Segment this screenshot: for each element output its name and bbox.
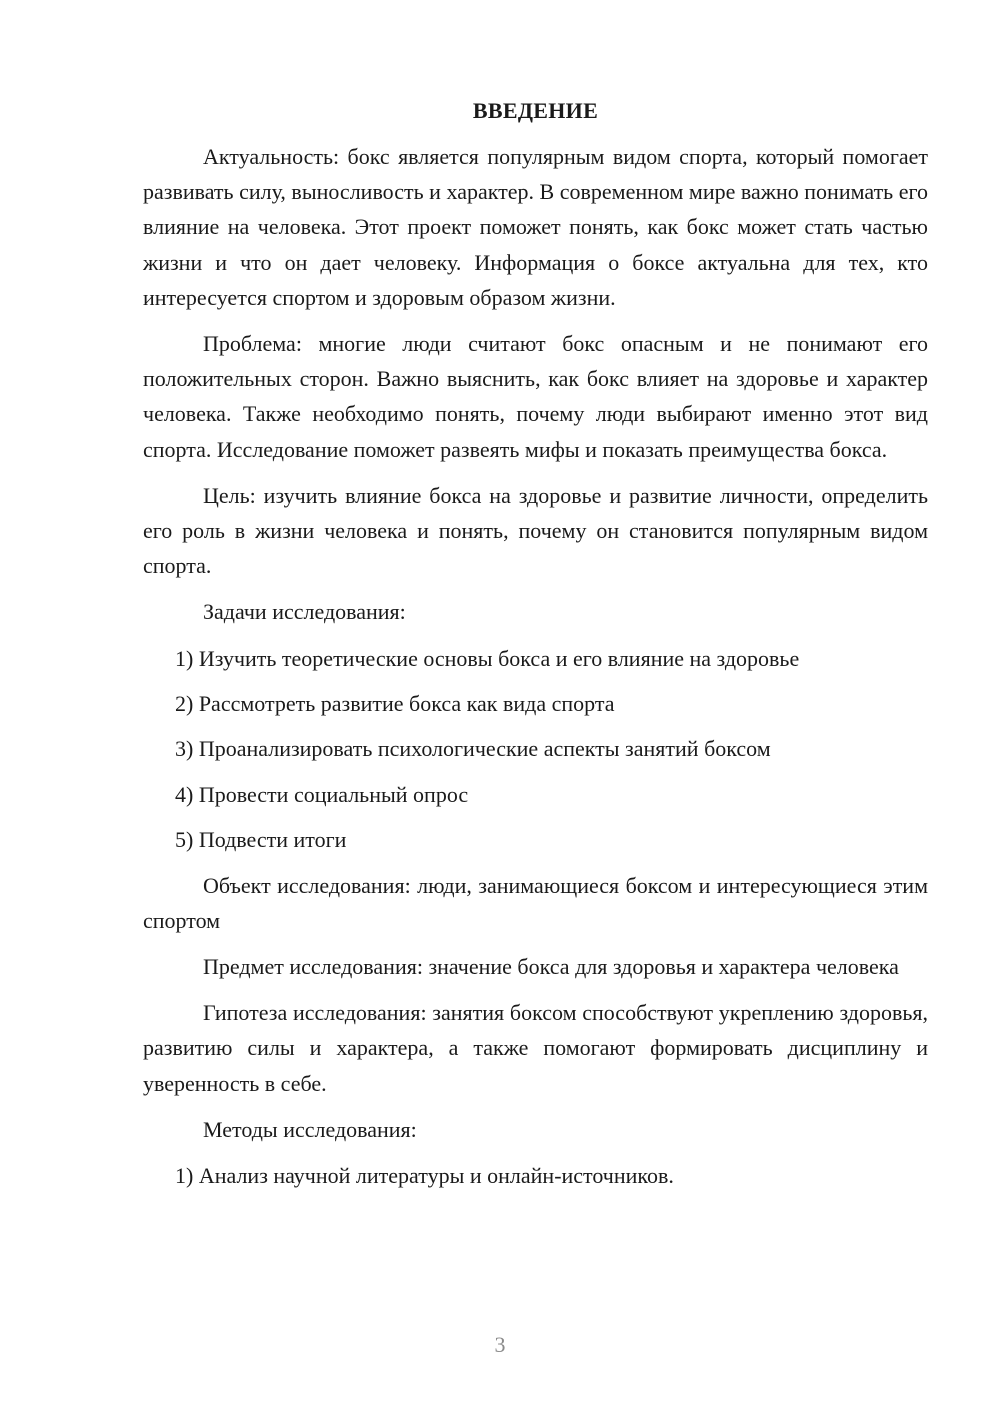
goal-paragraph: Цель: изучить влияние бокса на здоровье и развитие личности, определить его роль в жизни человека и понять, почему он становится популярным видом спорта. <box>143 482 928 579</box>
tasks-heading: Задачи исследования: <box>203 599 406 625</box>
page-title: ВВЕДЕНИЕ <box>472 98 599 123</box>
object-paragraph: Объект исследования: люди, занимающиеся боксом и интересующиеся этим спортом <box>143 872 928 933</box>
problem-paragraph: Проблема: многие люди считают бокс опасным и не понимают его положительных сторон. Важно выяснить, как бокс влияет на здоровье и характер человека. Также необходимо понять, почему люди выбирают именно этот вид спорта. Исследование поможет развеять мифы и показать преимущества бокса. <box>143 331 928 462</box>
document-page <box>143 95 928 1203</box>
methods-heading: Методы исследования: <box>203 1116 417 1142</box>
subject-paragraph: Предмет исследования: значение бокса для здоровья и характера человека <box>203 954 899 979</box>
list-item: 3) Проанализировать психологические аспекты занятий боксом <box>175 736 771 762</box>
relevance-paragraph: Актуальность: бокс является популярным видом спорта, который помогает развивать силу, выносливость и характер. В современном мире важно понимать его влияние на человека. Этот проект поможет понять, как бокс может стать частью жизни и что он дает человеку. Информация о боксе актуальна для тех, кто интересуется спортом и здоровым образом жизни. <box>143 144 928 310</box>
methods-list <box>143 1158 928 1193</box>
list-item: 1) Изучить теоретические основы бокса и его влияние на здоровье <box>175 645 800 671</box>
hypothesis-paragraph: Гипотеза исследования: занятия боксом способствуют укреплению здоровья, развитию силы и характера, а также помогают формировать дисциплину и уверенность в себе. <box>143 1000 928 1096</box>
list-item: 1) Анализ научной литературы и онлайн-источников. <box>175 1163 674 1189</box>
list-item: 2) Рассмотреть развитие бокса как вида спорта <box>175 691 615 717</box>
list-item: 4) Провести социальный опрос <box>175 781 469 807</box>
tasks-list <box>143 641 928 858</box>
list-item: 5) Подвести итоги <box>175 827 347 853</box>
page-number: 3 <box>494 1332 506 1357</box>
